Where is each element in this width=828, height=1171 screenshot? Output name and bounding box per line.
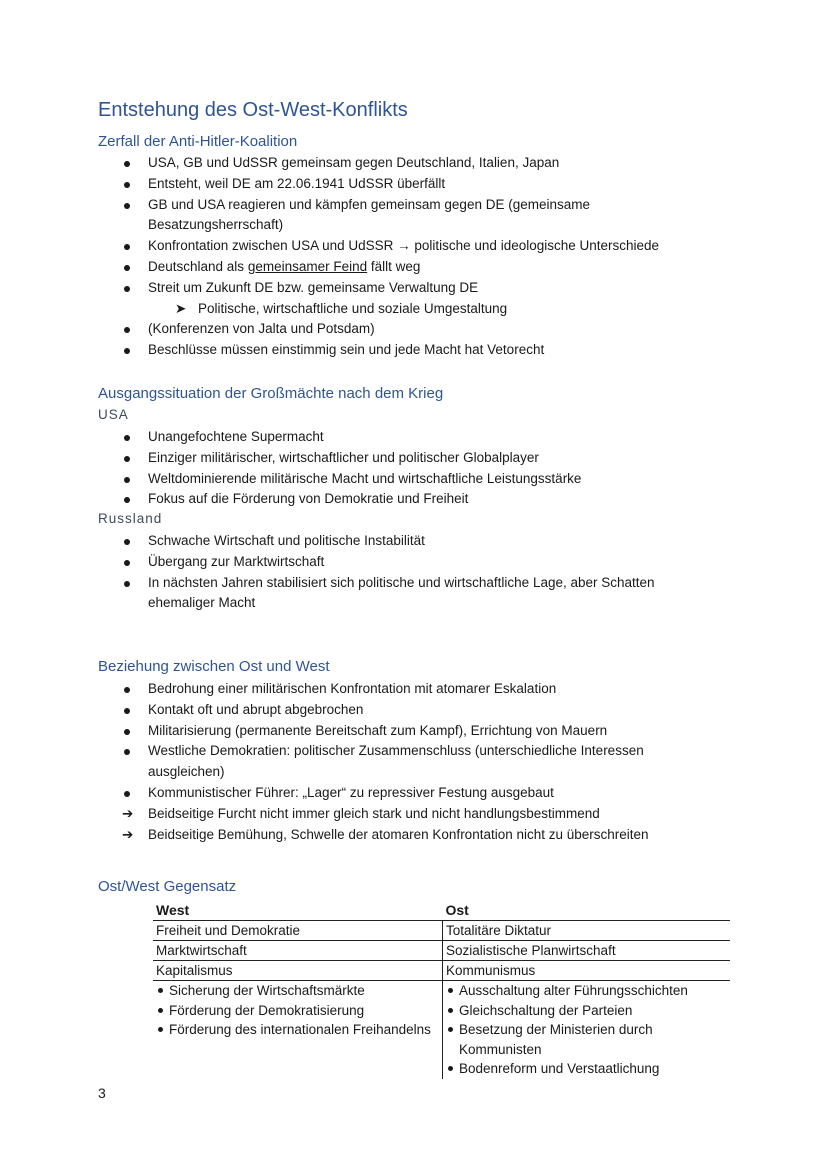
- list-item: (Konferenzen von Jalta und Potsdam): [0, 319, 828, 340]
- list-usa: [0, 427, 828, 510]
- bullet-icon: [124, 791, 130, 797]
- table-cell-west-list: [153, 981, 443, 1079]
- list-item: Ausschaltung alter Führungsschichten: [446, 981, 727, 1001]
- bullet-icon: [124, 161, 130, 167]
- list-item: Beschlüsse müssen einstimmig sein und jede Macht hat Vetorecht: [0, 340, 828, 361]
- list-item: Militarisierung (permanente Bereitschaft zum Kampf), Errichtung von Mauern: [0, 721, 828, 742]
- list-item: Bodenreform und Verstaatlichung: [446, 1059, 727, 1079]
- table-header-row: [153, 900, 730, 921]
- bullet-icon: [124, 435, 130, 441]
- underlined-term: gemeinsamer Feind: [247, 258, 368, 274]
- bullet-icon: [158, 988, 163, 993]
- column-header-west: West: [153, 900, 443, 921]
- table-cell: Freiheit und Demokratie: [153, 921, 443, 941]
- bullet-icon: [448, 1066, 453, 1071]
- bullet-icon: [124, 560, 130, 566]
- table-row: [153, 961, 730, 981]
- bullet-icon: [124, 327, 130, 333]
- table-row: [153, 981, 730, 1079]
- bullet-icon: [124, 581, 130, 587]
- sub-list-item: ➤ Politische, wirtschaftliche und soziale Umgestaltung: [0, 299, 828, 320]
- list-item: Gleichschaltung der Parteien: [446, 1001, 727, 1021]
- section-heading-gegensatz: Ost/West Gegensatz: [98, 878, 237, 895]
- list-item: ➔ Beidseitige Furcht nicht immer gleich stark und nicht handlungsbestimmend: [0, 804, 828, 825]
- arrow-right-icon: ➔: [122, 826, 134, 842]
- bullet-icon: [124, 708, 130, 714]
- list-russland: [0, 531, 828, 614]
- subheading-russland: Russland: [98, 511, 163, 526]
- table-cell-ost-list: [443, 981, 731, 1079]
- list-item: Kommunistischer Führer: „Lager“ zu repressiver Festung ausgebaut: [0, 783, 828, 804]
- list-item: Weltdominierende militärische Macht und wirtschaftliche Leistungsstärke: [0, 469, 828, 490]
- bullet-icon: [448, 988, 453, 993]
- bullet-icon: [448, 1008, 453, 1013]
- bullet-icon: [124, 729, 130, 735]
- bullet-icon: [124, 456, 130, 462]
- bullet-icon: [124, 265, 130, 271]
- list-item: Streit um Zukunft DE bzw. gemeinsame Verwaltung DE: [0, 278, 828, 299]
- bullet-icon: [124, 286, 130, 292]
- bullet-icon: [124, 244, 130, 250]
- table-cell: Kommunismus: [443, 961, 731, 981]
- comparison-table: [153, 900, 730, 1079]
- table-row: [153, 921, 730, 941]
- section-heading-ausgangssituation: Ausgangssituation der Großmächte nach dem Krieg: [98, 385, 444, 402]
- list-item: In nächsten Jahren stabilisiert sich politische und wirtschaftliche Lage, aber Schatten ehemaliger Macht: [0, 573, 828, 615]
- bullet-icon: [124, 203, 130, 209]
- list-item: Förderung des internationalen Freihandelns: [156, 1020, 439, 1040]
- list-item: Einziger militärischer, wirtschaftlicher und politischer Globalplayer: [0, 448, 828, 469]
- bullet-icon: [124, 539, 130, 545]
- column-header-ost: Ost: [443, 900, 731, 921]
- list-item: GB und USA reagieren und kämpfen gemeinsam gegen DE (gemeinsame Besatzungsherrschaft): [0, 195, 828, 237]
- bullet-icon: [124, 182, 130, 188]
- page-title: Entstehung des Ost-West-Konflikts: [98, 99, 408, 121]
- list-item: Unangefochtene Supermacht: [0, 427, 828, 448]
- bullet-icon: [124, 348, 130, 354]
- table-row: [153, 941, 730, 961]
- list-item: Westliche Demokratien: politischer Zusammenschluss (unterschiedliche Interessen ausgleichen): [0, 741, 828, 783]
- arrowhead-bullet-icon: ➤: [175, 300, 187, 316]
- arrow-right-icon: ➔: [122, 805, 134, 821]
- list-anti-hitler-koalition: [0, 153, 828, 361]
- subheading-usa: USA: [98, 407, 129, 422]
- list-item: Entsteht, weil DE am 22.06.1941 UdSSR überfällt: [0, 174, 828, 195]
- list-item: Fokus auf die Förderung von Demokratie und Freiheit: [0, 489, 828, 510]
- bullet-icon: [124, 497, 130, 503]
- table-cell: Kapitalismus: [153, 961, 443, 981]
- bullet-icon: [124, 749, 130, 755]
- page-number: 3: [98, 1085, 106, 1101]
- table-cell: Totalitäre Diktatur: [443, 921, 731, 941]
- list-item: ➔ Beidseitige Bemühung, Schwelle der atomaren Konfrontation nicht zu überschreiten: [0, 825, 828, 846]
- list-item: Bedrohung einer militärischen Konfrontation mit atomarer Eskalation: [0, 679, 828, 700]
- bullet-icon: [124, 477, 130, 483]
- bullet-icon: [448, 1027, 453, 1032]
- section-heading-anti-hitler-koalition: Zerfall der Anti-Hitler-Koalition: [98, 133, 298, 150]
- list-item: USA, GB und UdSSR gemeinsam gegen Deutschland, Italien, Japan: [0, 153, 828, 174]
- list-item: Förderung der Demokratisierung: [156, 1001, 439, 1021]
- bullet-icon: [124, 687, 130, 693]
- bullet-icon: [158, 1027, 163, 1032]
- list-item: Konfrontation zwischen USA und UdSSR → politische und ideologische Unterschiede: [0, 236, 828, 257]
- bullet-icon: [158, 1008, 163, 1013]
- list-beziehung: [0, 679, 828, 845]
- list-item: Übergang zur Marktwirtschaft: [0, 552, 828, 573]
- list-item: Sicherung der Wirtschaftsmärkte: [156, 981, 439, 1001]
- list-item: Deutschland als gemeinsamer Feind fällt weg: [0, 257, 828, 278]
- list-item: Kontakt oft und abrupt abgebrochen: [0, 700, 828, 721]
- table-cell: Sozialistische Planwirtschaft: [443, 941, 731, 961]
- list-item: Besetzung der Ministerien durch Kommunisten: [446, 1020, 727, 1059]
- table-cell: Marktwirtschaft: [153, 941, 443, 961]
- list-item: Schwache Wirtschaft und politische Instabilität: [0, 531, 828, 552]
- section-heading-beziehung: Beziehung zwischen Ost und West: [98, 658, 330, 675]
